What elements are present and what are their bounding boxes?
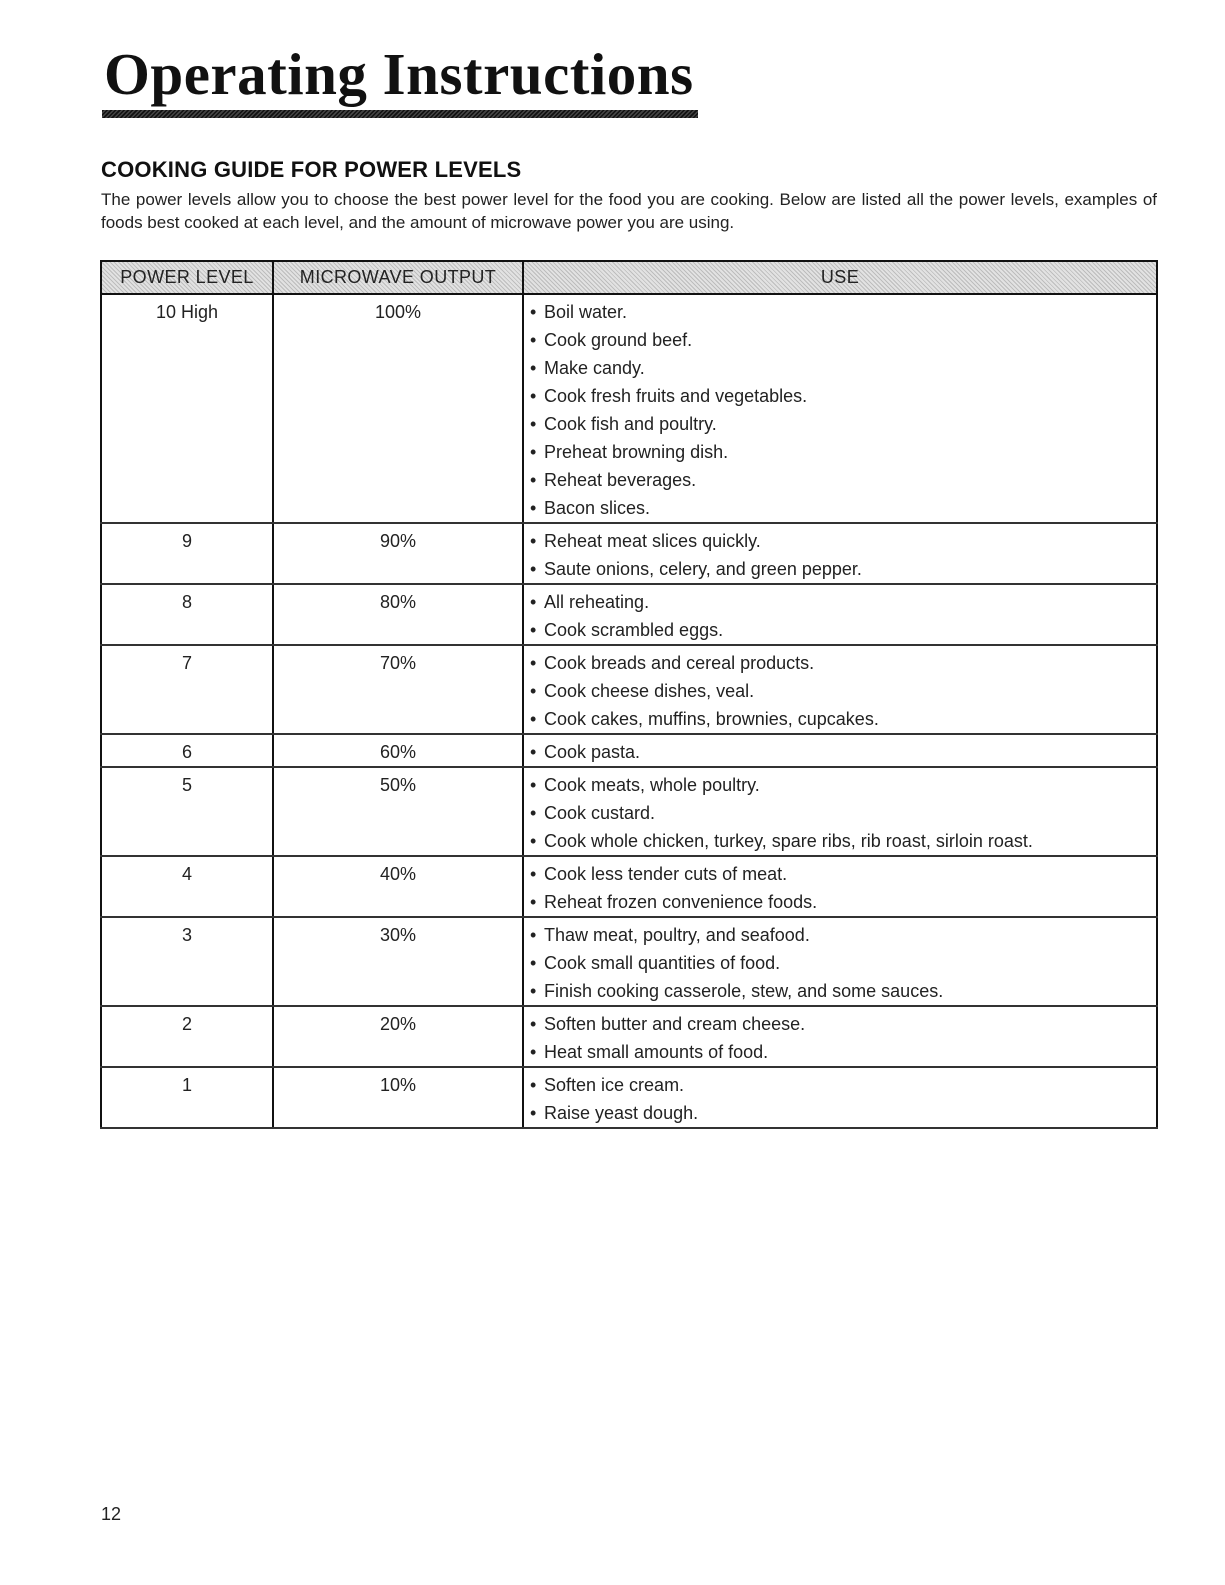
use-text: Soften butter and cream cheese. [544, 1014, 806, 1034]
use-cell [523, 1067, 1157, 1128]
use-text: Preheat browning dish. [544, 442, 729, 462]
bullet-icon: • [530, 831, 537, 851]
power-level-cell: 9 [101, 523, 273, 584]
use-item [530, 1038, 1156, 1066]
use-text: Cook cakes, muffins, brownies, cupcakes. [544, 709, 879, 729]
bullet-icon: • [530, 953, 537, 973]
use-item [530, 494, 1156, 522]
bullet-icon: • [530, 1103, 537, 1123]
use-text: Saute onions, celery, and green pepper. [544, 559, 862, 579]
microwave-output-cell: 40% [273, 856, 523, 917]
table-row [101, 523, 1157, 584]
bullet-icon: • [530, 864, 537, 884]
use-item [530, 555, 1156, 583]
use-item [530, 705, 1156, 733]
use-item [530, 326, 1156, 354]
bullet-icon: • [530, 1014, 537, 1034]
use-cell [523, 645, 1157, 734]
use-cell [523, 767, 1157, 856]
power-level-cell: 8 [101, 584, 273, 645]
power-level-cell: 2 [101, 1006, 273, 1067]
bullet-icon: • [530, 925, 537, 945]
use-item [530, 527, 1156, 555]
use-cell [523, 1006, 1157, 1067]
use-text: Reheat beverages. [544, 470, 697, 490]
header-use: USE [523, 261, 1157, 294]
table-row [101, 734, 1157, 767]
use-item [530, 1010, 1156, 1038]
header-microwave-output: MICROWAVE OUTPUT [273, 261, 523, 294]
use-cell [523, 856, 1157, 917]
power-level-cell: 6 [101, 734, 273, 767]
power-level-cell: 4 [101, 856, 273, 917]
use-cell [523, 294, 1157, 523]
bullet-icon: • [530, 981, 537, 1001]
page-title: Operating Instructions [104, 41, 694, 107]
use-item [530, 438, 1156, 466]
bullet-icon: • [530, 330, 537, 350]
use-text: Cook scrambled eggs. [544, 620, 724, 640]
bullet-icon: • [530, 531, 537, 551]
bullet-icon: • [530, 358, 537, 378]
use-item [530, 1099, 1156, 1127]
use-text: Soften ice cream. [544, 1075, 685, 1095]
section-heading: COOKING GUIDE FOR POWER LEVELS [101, 157, 522, 182]
use-text: Cook whole chicken, turkey, spare ribs, rib roast, sirloin roast. [544, 831, 1033, 851]
use-item [530, 771, 1156, 799]
microwave-output-cell: 60% [273, 734, 523, 767]
page-number: 12 [101, 1504, 122, 1524]
use-list [530, 738, 1156, 766]
table-row [101, 584, 1157, 645]
microwave-output-cell: 70% [273, 645, 523, 734]
use-cell [523, 523, 1157, 584]
use-text: Cook small quantities of food. [544, 953, 781, 973]
bullet-icon: • [530, 470, 537, 490]
table-row [101, 856, 1157, 917]
table-row [101, 294, 1157, 523]
header-row [101, 261, 1157, 294]
use-text: Raise yeast dough. [544, 1103, 699, 1123]
use-text: Cook pasta. [544, 742, 641, 762]
use-text: Cook fresh fruits and vegetables. [544, 386, 808, 406]
table-row [101, 645, 1157, 734]
title-rule [102, 110, 698, 118]
microwave-output-cell: 20% [273, 1006, 523, 1067]
bullet-icon: • [530, 442, 537, 462]
bullet-icon: • [530, 681, 537, 701]
power-level-cell: 5 [101, 767, 273, 856]
table-row [101, 767, 1157, 856]
use-item [530, 1071, 1156, 1099]
use-item [530, 921, 1156, 949]
use-text: Reheat meat slices quickly. [544, 531, 761, 551]
use-item [530, 382, 1156, 410]
use-list [530, 649, 1156, 733]
table-row [101, 917, 1157, 1006]
use-item [530, 616, 1156, 644]
microwave-output-cell: 50% [273, 767, 523, 856]
microwave-output-cell: 80% [273, 584, 523, 645]
use-list [530, 771, 1156, 855]
bullet-icon: • [530, 775, 537, 795]
table-row [101, 1067, 1157, 1128]
table-header [101, 261, 1157, 294]
intro-paragraph: The power levels allow you to choose the best power level for the food you are cooking. Below are listed all the power levels, examples of foods best cooked at each level, and the amount of microwave power you are using. [101, 190, 1157, 232]
use-item [530, 888, 1156, 916]
use-item [530, 827, 1156, 855]
use-item [530, 949, 1156, 977]
bullet-icon: • [530, 803, 537, 823]
microwave-output-cell: 100% [273, 294, 523, 523]
use-item [530, 588, 1156, 616]
use-list [530, 298, 1156, 522]
bullet-icon: • [530, 1075, 537, 1095]
use-text: Cook less tender cuts of meat. [544, 864, 788, 884]
use-item [530, 649, 1156, 677]
bullet-icon: • [530, 498, 537, 518]
use-text: Reheat frozen convenience foods. [544, 892, 818, 912]
bullet-icon: • [530, 386, 537, 406]
bullet-icon: • [530, 620, 537, 640]
use-item [530, 677, 1156, 705]
bullet-icon: • [530, 559, 537, 579]
power-level-cell: 10 High [101, 294, 273, 523]
power-level-cell: 3 [101, 917, 273, 1006]
use-text: Cook breads and cereal products. [544, 653, 815, 673]
bullet-icon: • [530, 709, 537, 729]
use-item [530, 410, 1156, 438]
power-level-cell: 1 [101, 1067, 273, 1128]
use-list [530, 1071, 1156, 1127]
table-row [101, 1006, 1157, 1067]
use-text: All reheating. [544, 592, 650, 612]
use-item [530, 354, 1156, 382]
use-cell [523, 734, 1157, 767]
use-list [530, 921, 1156, 1005]
use-text: Make candy. [544, 358, 645, 378]
use-item [530, 799, 1156, 827]
bullet-icon: • [530, 653, 537, 673]
use-text: Thaw meat, poultry, and seafood. [544, 925, 810, 945]
use-list [530, 1010, 1156, 1066]
use-text: Cook cheese dishes, veal. [544, 681, 755, 701]
use-item [530, 466, 1156, 494]
bullet-icon: • [530, 414, 537, 434]
use-item [530, 860, 1156, 888]
use-list [530, 588, 1156, 644]
use-text: Boil water. [544, 302, 628, 322]
microwave-output-cell: 30% [273, 917, 523, 1006]
microwave-output-cell: 10% [273, 1067, 523, 1128]
use-list [530, 860, 1156, 916]
use-item [530, 298, 1156, 326]
bullet-icon: • [530, 742, 537, 762]
power-level-table [100, 260, 1158, 1129]
use-text: Finish cooking casserole, stew, and some sauces. [544, 981, 944, 1001]
use-text: Cook meats, whole poultry. [544, 775, 760, 795]
use-cell [523, 917, 1157, 1006]
use-text: Cook ground beef. [544, 330, 693, 350]
use-text: Bacon slices. [544, 498, 651, 518]
use-text: Heat small amounts of food. [544, 1042, 769, 1062]
use-item [530, 977, 1156, 1005]
use-list [530, 527, 1156, 583]
bullet-icon: • [530, 892, 537, 912]
bullet-icon: • [530, 1042, 537, 1062]
power-level-cell: 7 [101, 645, 273, 734]
bullet-icon: • [530, 302, 537, 322]
use-text: Cook custard. [544, 803, 656, 823]
use-cell [523, 584, 1157, 645]
table-body [101, 294, 1157, 1128]
header-power-level: POWER LEVEL [101, 261, 273, 294]
use-item [530, 738, 1156, 766]
use-text: Cook fish and poultry. [544, 414, 717, 434]
microwave-output-cell: 90% [273, 523, 523, 584]
bullet-icon: • [530, 592, 537, 612]
